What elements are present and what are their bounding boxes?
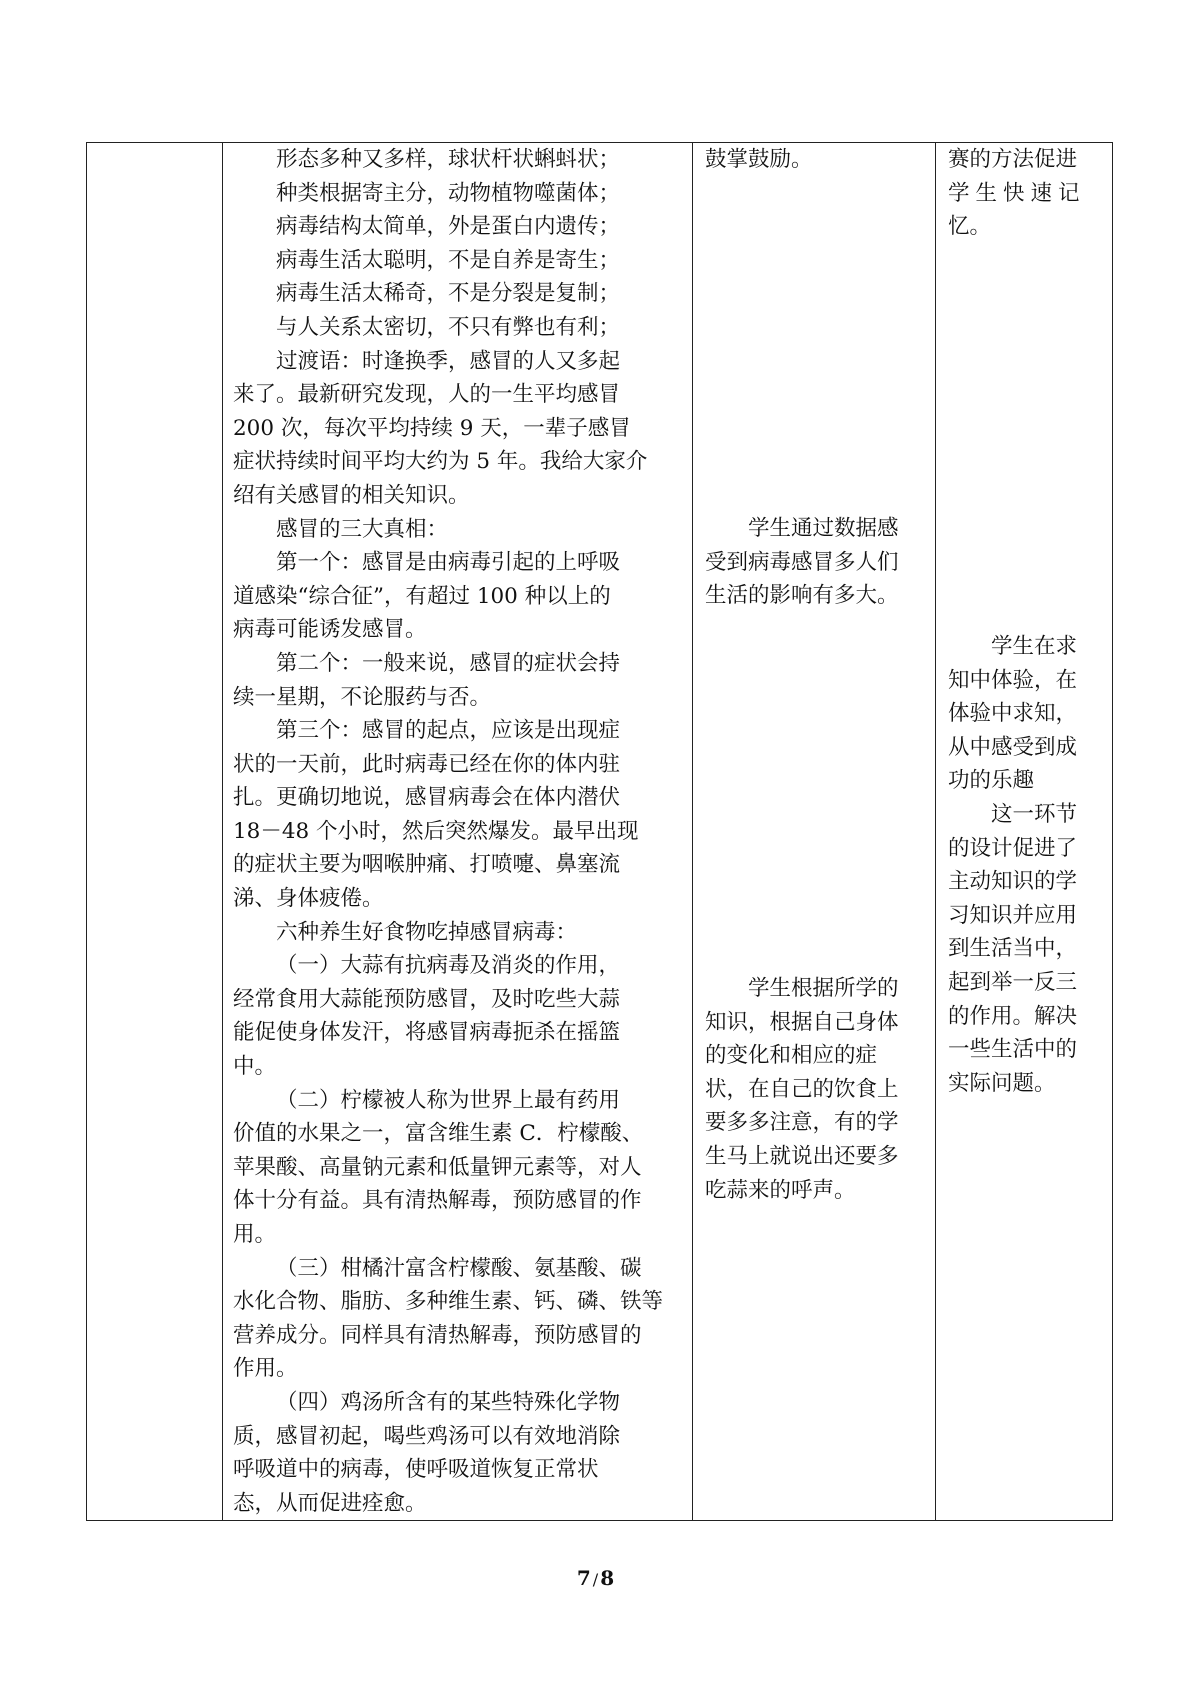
content-line: 用。: [233, 1222, 277, 1247]
content-line: （三）柑橘汁富含柠檬酸、氨基酸、碳: [276, 1255, 642, 1281]
activity-line: 生马上就说出还要多: [705, 1143, 899, 1169]
activity-line: 知识，根据自己身体: [705, 1009, 899, 1035]
content-line: 质，感冒初起，喝些鸡汤可以有效地消除: [233, 1423, 621, 1449]
activity-line: 受到病毒感冒多人们: [705, 549, 899, 575]
content-line: 态，从而促进痊愈。: [233, 1490, 427, 1516]
intent-line: 到生活当中，: [948, 936, 1078, 962]
content-line: 绍有关感冒的相关知识。: [233, 482, 470, 508]
design-intent-block: [948, 143, 1104, 244]
intent-line: 起到举一反三: [948, 969, 1078, 995]
student-activity-cell: [693, 143, 936, 1521]
content-line: （四）鸡汤所含有的某些特殊化学物: [276, 1389, 621, 1415]
content-line: 第一个：感冒是由病毒引起的上呼吸: [276, 550, 621, 576]
design-intent-block: [948, 630, 1104, 1100]
activity-line: 学生通过数据感: [748, 516, 899, 541]
activity-line: 状，在自己的饮食上: [705, 1076, 899, 1102]
student-activity-block: [705, 512, 927, 613]
empty-column-cell: [87, 143, 223, 1521]
content-line: 涕、身体疲倦。: [233, 886, 384, 912]
content-line: 续一星期，不论服药与否。: [233, 684, 492, 710]
content-line: 价值的水果之一，富含维生素 C．柠檬酸、: [233, 1121, 644, 1147]
page-separator: /: [592, 1570, 599, 1589]
intent-line: 的设计促进了: [948, 835, 1078, 861]
content-line: 体十分有益。具有清热解毒，预防感冒的作: [233, 1188, 642, 1214]
intent-line: 体验中求知，: [948, 701, 1078, 727]
intent-line: 赛的方法促进: [948, 147, 1078, 172]
content-line: 呼吸道中的病毒，使呼吸道恢复正常状: [233, 1457, 599, 1483]
intent-line: 从中感受到成: [948, 734, 1078, 760]
content-line: （一）大蒜有抗病毒及消炎的作用，: [276, 953, 621, 979]
content-line: 与人关系太密切，不只有弊也有利；: [276, 314, 621, 340]
content-line: 感冒的三大真相：: [276, 516, 449, 542]
content-line: 第三个：感冒的起点，应该是出现症: [276, 718, 621, 744]
content-cell: [223, 143, 693, 1521]
content-text: [223, 143, 692, 1520]
design-intent-text: [936, 143, 1112, 1520]
activity-line: 学生根据所学的: [748, 976, 899, 1001]
activity-line: 吃蒜来的呼声。: [705, 1177, 856, 1203]
activity-line: 生活的影响有多大。: [705, 583, 899, 609]
content-line: 能促使身体发汗，将感冒病毒扼杀在摇篮: [233, 1020, 621, 1046]
intent-line: 的作用。解决: [948, 1003, 1078, 1029]
activity-line: 的变化和相应的症: [705, 1043, 878, 1069]
content-line: 来了。最新研究发现，人的一生平均感冒: [233, 382, 621, 408]
content-line: 症状持续时间平均大约为 5 年。我给大家介: [233, 449, 648, 475]
intent-line: 功的乐趣: [948, 768, 1035, 794]
activity-line: 鼓掌鼓励。: [705, 147, 813, 172]
content-line: 水化合物、脂肪、多种维生素、钙、磷、铁等: [233, 1289, 664, 1315]
content-line: 病毒可能诱发感冒。: [233, 617, 427, 643]
content-line: 中。: [233, 1054, 277, 1080]
content-line: 苹果酸、高量钠元素和低量钾元素等，对人: [233, 1154, 642, 1180]
content-line: 营养成分。同样具有清热解毒，预防感冒的: [233, 1322, 642, 1348]
content-line: 经常食用大蒜能预防感冒，及时吃些大蒜: [233, 986, 621, 1012]
page-total: 8: [600, 1566, 615, 1590]
content-line: 形态多种又多样，球状杆状蝌蚪状；: [276, 147, 621, 172]
student-activity-block: [705, 143, 927, 177]
content-line: 种类根据寄主分，动物植物噬菌体；: [276, 180, 621, 206]
lesson-plan-table: [86, 142, 1113, 1521]
content-line: （二）柠檬被人称为世界上最有药用: [276, 1087, 621, 1113]
intent-line: 这一环节: [991, 801, 1078, 827]
content-line: 道感染“综合征”，有超过 100 种以上的: [233, 583, 611, 609]
intent-line: 忆。: [948, 214, 992, 240]
intent-line: 实际问题。: [948, 1070, 1056, 1096]
content-line: 200 次，每次平均持续 9 天，一辈子感冒: [233, 415, 631, 441]
page-current: 7: [576, 1566, 591, 1590]
content-line: 扎。更确切地说，感冒病毒会在体内潜伏: [233, 785, 621, 811]
intent-line: 学生快速记: [948, 180, 1086, 206]
intent-line: 习知识并应用: [948, 902, 1078, 928]
content-line: 第二个：一般来说，感冒的症状会持: [276, 650, 621, 676]
intent-line: 知中体验，在: [948, 667, 1078, 693]
student-activity-block: [705, 972, 927, 1207]
intent-line: 一些生活中的: [948, 1037, 1078, 1063]
student-activity-text: [693, 143, 935, 1520]
content-line: 的症状主要为咽喉肿痛、打喷嚏、鼻塞流: [233, 852, 621, 878]
page-number: [0, 1566, 1191, 1590]
content-line: 病毒结构太简单，外是蛋白内遗传；: [276, 214, 621, 240]
intent-line: 主动知识的学: [948, 869, 1078, 895]
content-line: 作用。: [233, 1356, 298, 1382]
content-line: 过渡语：时逢换季，感冒的人又多起: [276, 348, 621, 374]
activity-line: 要多多注意，有的学: [705, 1110, 899, 1136]
content-line: 病毒生活太聪明，不是自养是寄生；: [276, 247, 621, 273]
content-line: 状的一天前，此时病毒已经在你的体内驻: [233, 751, 621, 777]
content-line: 病毒生活太稀奇，不是分裂是复制；: [276, 281, 621, 307]
design-intent-cell: [936, 143, 1113, 1521]
intent-line: 学生在求: [991, 634, 1078, 659]
content-line: 18－48 个小时，然后突然爆发。最早出现: [233, 818, 639, 844]
table-row: [87, 143, 1113, 1521]
content-line: 六种养生好食物吃掉感冒病毒：: [276, 919, 578, 945]
